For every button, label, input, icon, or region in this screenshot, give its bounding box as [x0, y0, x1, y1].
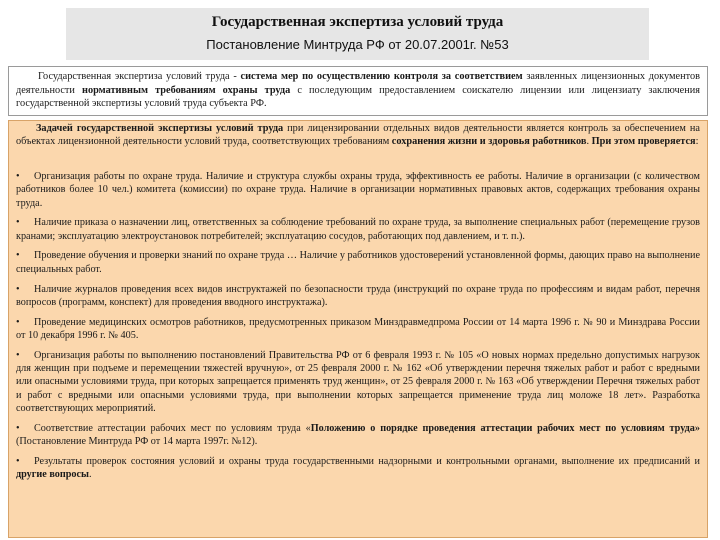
bullet-icon: • [16, 422, 20, 434]
list-item [16, 283, 700, 310]
bullet-icon: • [16, 349, 20, 361]
task-text-2: . [586, 136, 592, 148]
bullet-icon: • [16, 250, 20, 262]
list-item [16, 349, 700, 415]
item-text: Результаты проверок состояния условий и охраны труда государственными надзорными и контрольными органами, выполнение их предписаний и [34, 455, 700, 467]
item-text: (Постановление Минтруда РФ от 14 марта 1997г. №12). [16, 436, 258, 448]
list-item [16, 170, 700, 210]
bullet-icon: • [16, 455, 20, 467]
task-text-1: при лицензировании отдельных видов деятельности является контроль за обеспечением на объектах лицензионной деятельности условий труда, соответствующих требованиям [16, 123, 701, 148]
list-item [16, 422, 700, 449]
intro-bold-1: система мер по осуществлению контроля за соответствием [240, 71, 523, 82]
item-text: . [88, 469, 92, 481]
checklist [16, 170, 700, 488]
bullet-icon: • [16, 316, 20, 328]
list-item [16, 216, 700, 243]
intro-text-2: заявленных лицензионных документов деятельности [16, 71, 701, 96]
task-bold-3: При этом проверяется [591, 136, 696, 148]
intro-bold-2: нормативным требованиям охраны труда [82, 84, 291, 96]
item-text: Проведение обучения и проверки знаний по охране труда … Наличие у работников удостоверений установленной формы, дающих право на выполнение специальных работ. [16, 250, 700, 275]
item-text: Проведение медицинских осмотров работников, предусмотренных приказом Минздравмедпрома России от 14 марта 1996 г. № 90 и Минздрава России от 10 декабря 1996 г. № 405. [16, 316, 700, 341]
intro-text-3: с последующим предоставлением соискателю лицензии или лицензиату заключения государственной экспертизы условий труда субъекта РФ. [16, 84, 700, 109]
item-text: Наличие приказа о назначении лиц, ответственных за соблюдение требований по охране труда, за выполнение специальных работ (перемещение грузов кранами; эксплуатацию электроустановок потребителей; эксплуатацию сосудов, работающих под давлением, и т. п.). [16, 217, 700, 242]
bullet-icon: • [16, 217, 20, 229]
item-text: Наличие журналов проведения всех видов инструктажей по безопасности труда (инструкций по охране труда по профессиям и видам работ, перечня вопросов (программ, конспект) для проведения вводного инструктажа). [16, 283, 700, 308]
intro-box [8, 66, 708, 116]
item-text: Организация работы по выполнению постановлений Правительства РФ от 6 февраля 1993 г. № 105 «О новых нормах предельно допустимых нагрузок для женщин при подъеме и перемещении тяжестей вручную», от 25 февраля 2000 г. № 162 «Об утверждении перечня тяжелых работ и работ с вредными или опасными условиями труда, при которых запрещается применять труд женщин», от 25 февраля 2000 г. № 163 «Об утверждении Перечня тяжелых работ и работ с вредными или опасными условиями труда, при выполнении которых запрещается применение труда лиц моложе 18 лет». Разработка соответствующих мероприятий. [16, 349, 700, 414]
intro-text-1: Государственная экспертиза условий труда - [38, 71, 241, 82]
task-bold-2: сохранения жизни и здоровья работников [391, 136, 587, 148]
bullet-icon: • [16, 283, 20, 295]
item-bold: другие вопросы [16, 469, 89, 481]
item-text: Организация работы по охране труда. Наличие и структура службы охраны труда, эффективность ее работы. Наличие в организации (с количеством работников более 10 чел.) комитета (комиссии) по охране труда. Наличие в организации нормативных правовых актов, содержащих требования охраны труда. [16, 171, 700, 209]
page-subtitle: Постановление Минтруда РФ от 20.07.2001г. №53 [206, 37, 509, 52]
item-text: Соответствие аттестации рабочих мест по условиям труда « [34, 422, 311, 434]
task-paragraph [16, 122, 700, 148]
bullet-icon: • [16, 171, 20, 182]
list-item [16, 455, 700, 482]
task-bold-1: Задачей государственной экспертизы условий труда [36, 123, 284, 134]
task-text-3: : [695, 136, 699, 148]
list-item [16, 316, 700, 343]
list-item [16, 249, 700, 276]
page-title: Государственная экспертиза условий труда [211, 14, 504, 30]
title-banner [66, 8, 649, 60]
item-bold: Положению о порядке проведения аттестации рабочих мест по условиям труда» [310, 422, 700, 434]
